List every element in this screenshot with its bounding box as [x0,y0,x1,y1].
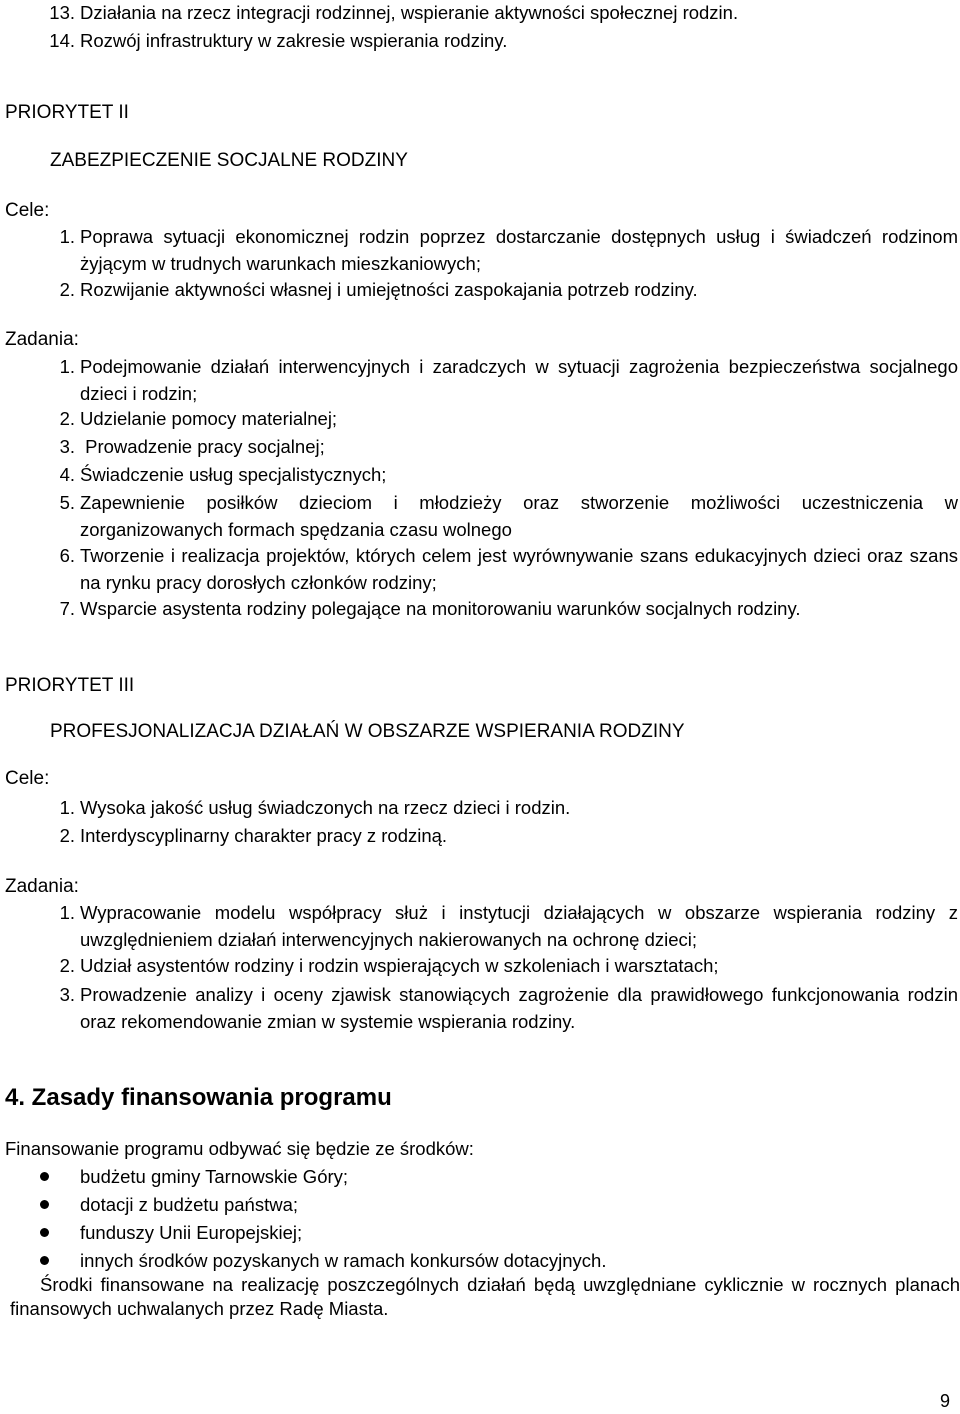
bullet-item: innych środków pozyskanych w ramach konkursów dotacyjnych. [80,1250,607,1271]
list-number: 7. [59,598,75,619]
page-number: 9 [939,1391,950,1411]
bullet-item: dotacji z budżetu państwa; [80,1194,299,1215]
priority-subtitle: PROFESJONALIZACJA DZIAŁAŃ W OBSZARZE WSPIERANIA RODZINY [50,721,685,742]
list-number: 1. [59,902,75,923]
tasks-label: Zadania: [5,329,79,350]
list-item: Udział asystentów rodziny i rodzin wspierających w szkoleniach i warsztatach; [80,955,719,976]
list-number: 4. [59,464,75,485]
list-number: 3. [59,984,75,1005]
list-number: 5. [59,492,75,513]
bullet-icon [40,1200,49,1209]
list-number: 2. [59,955,75,976]
priority-heading: PRIORYTET III [5,675,135,696]
list-item: Działania na rzecz integracji rodzinnej, wspieranie aktywności społecznej rodzin. [80,2,739,23]
list-item: Rozwijanie aktywności własnej i umiejętności zaspokajania potrzeb rodziny. [80,279,698,300]
list-item: Prowadzenie analizy i oceny zjawisk stanowiących zagrożenie dla prawidłowego funkcjonowania rodzin oraz rekomendowanie zmian w systemie wspierania rodziny. [80,984,958,1032]
list-item: Poprawa sytuacji ekonomicznej rodzin poprzez dostarczanie dostępnych usług i świadczeń rodzinom żyjącym w trudnych warunkach mieszkaniowych; [80,226,958,274]
list-item: Udzielanie pomocy materialnej; [80,408,338,429]
tasks-label: Zadania: [5,876,79,897]
bullet-item: funduszy Unii Europejskiej; [80,1222,303,1243]
list-item: Podejmowanie działań interwencyjnych i zaradczych w sytuacji zagrożenia bezpieczeństwa socjalnego dzieci i rodzin; [80,356,958,404]
list-item: Zapewnienie posiłków dzieciom i młodzieży oraz stworzenie możliwości uczestniczenia w zorganizowanych formach spędzania czasu wolnego [80,492,958,540]
goals-label: Cele: [5,200,50,221]
section-heading: 4. Zasady finansowania programu [5,1084,392,1111]
list-item: Świadczenie usług specjalistycznych; [80,464,387,485]
list-number: 2. [59,825,75,846]
list-item: Tworzenie i realizacja projektów, których celem jest wyrównywanie szans edukacyjnych dzieci oraz szans na rynku pracy dorosłych członków rodziny; [80,545,958,593]
list-number: 1. [59,356,75,377]
goals-label: Cele: [5,768,50,789]
list-number: 14. [49,30,75,51]
list-number: 6. [59,545,75,566]
list-item: Interdyscyplinarny charakter pracy z rodziną. [80,825,448,846]
list-number: 2. [59,279,75,300]
section-intro: Finansowanie programu odbywać się będzie ze środków: [5,1138,474,1159]
bullet-item: budżetu gminy Tarnowskie Góry; [80,1166,349,1187]
list-number: 1. [59,797,75,818]
list-item: Wypracowanie modelu współpracy służ i instytucji działających w obszarze wspierania rodziny z uwzględnieniem działań interwencyjnych nakierowanych na ochronę dzieci; [80,902,958,950]
bullet-icon [40,1256,49,1265]
list-number: 13. [49,2,75,23]
list-number: 2. [59,408,75,429]
list-number: 1. [59,226,75,247]
list-item: Prowadzenie pracy socjalnej; [80,436,325,457]
closing-paragraph: Środki finansowane na realizację poszczególnych działań będą uwzględniane cyklicznie w rocznych planach finansowych uchwalanych przez Radę Miasta. [10,1274,960,1319]
list-item: Wysoka jakość usług świadczonych na rzecz dzieci i rodzin. [80,797,571,818]
list-number: 3. [59,436,75,457]
list-item: Rozwój infrastruktury w zakresie wspierania rodziny. [80,30,508,51]
priority-subtitle: ZABEZPIECZENIE SOCJALNE RODZINY [50,150,408,171]
list-item: Wsparcie asystenta rodziny polegające na monitorowaniu warunków socjalnych rodziny. [80,598,801,619]
bullet-icon [40,1172,49,1181]
priority-heading: PRIORYTET II [5,102,129,123]
bullet-icon [40,1228,49,1237]
